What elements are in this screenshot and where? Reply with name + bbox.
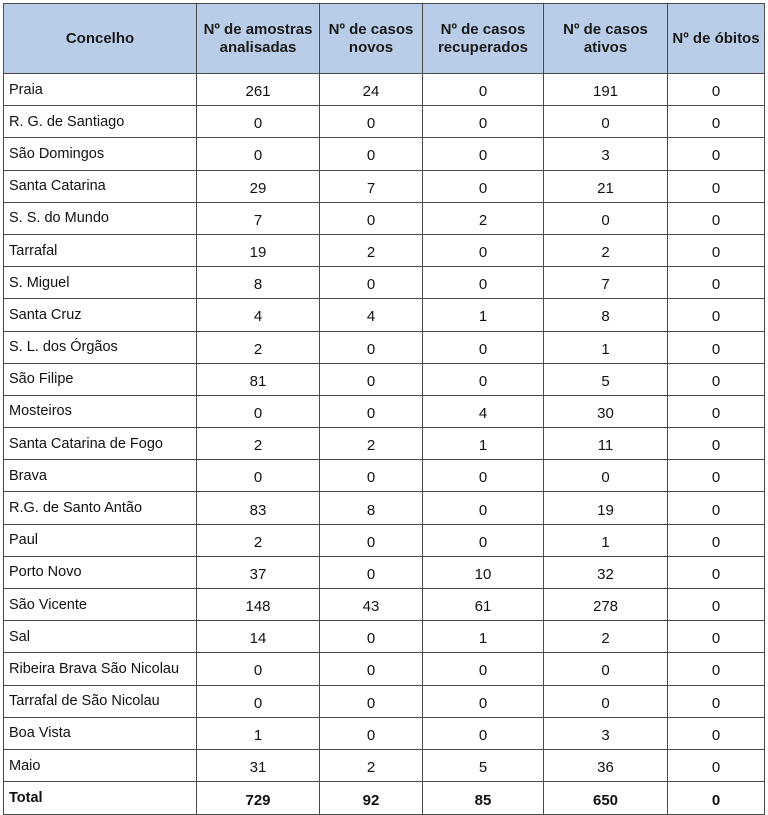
cell-casos-ativos: 5 bbox=[544, 363, 668, 395]
cell-casos-novos: 0 bbox=[320, 685, 423, 717]
table-row bbox=[4, 589, 765, 621]
cell-amostras: 81 bbox=[197, 363, 320, 395]
table-body bbox=[4, 74, 765, 815]
table-row bbox=[4, 363, 765, 395]
cell-casos-ativos: 3 bbox=[544, 717, 668, 749]
cell-amostras: 83 bbox=[197, 492, 320, 524]
cell-obitos: 0 bbox=[668, 299, 765, 331]
table-row bbox=[4, 556, 765, 588]
cell-casos-recuperados: 0 bbox=[423, 267, 544, 299]
cell-casos-recuperados: 0 bbox=[423, 74, 544, 106]
cell-casos-novos: 2 bbox=[320, 428, 423, 460]
cell-amostras: 1 bbox=[197, 717, 320, 749]
table-row bbox=[4, 170, 765, 202]
total-amostras: 729 bbox=[197, 782, 320, 815]
cell-amostras: 0 bbox=[197, 460, 320, 492]
cell-amostras: 0 bbox=[197, 653, 320, 685]
table-row bbox=[4, 460, 765, 492]
cell-casos-ativos: 0 bbox=[544, 202, 668, 234]
table-row bbox=[4, 492, 765, 524]
cell-obitos: 0 bbox=[668, 74, 765, 106]
cell-casos-novos: 4 bbox=[320, 299, 423, 331]
cell-obitos: 0 bbox=[668, 653, 765, 685]
table-row bbox=[4, 202, 765, 234]
cell-obitos: 0 bbox=[668, 685, 765, 717]
cell-casos-recuperados: 2 bbox=[423, 202, 544, 234]
cell-casos-recuperados: 0 bbox=[423, 685, 544, 717]
cell-casos-recuperados: 1 bbox=[423, 428, 544, 460]
cell-casos-novos: 0 bbox=[320, 331, 423, 363]
cell-concelho: Santa Catarina bbox=[4, 170, 197, 202]
cell-amostras: 0 bbox=[197, 138, 320, 170]
total-casos-recuperados: 85 bbox=[423, 782, 544, 815]
cell-casos-recuperados: 0 bbox=[423, 106, 544, 138]
cell-amostras: 0 bbox=[197, 685, 320, 717]
cell-casos-recuperados: 0 bbox=[423, 717, 544, 749]
cell-obitos: 0 bbox=[668, 202, 765, 234]
cell-casos-ativos: 30 bbox=[544, 395, 668, 427]
table-row bbox=[4, 234, 765, 266]
table-row bbox=[4, 74, 765, 106]
cell-concelho: Tarrafal bbox=[4, 234, 197, 266]
header-row bbox=[4, 4, 765, 74]
cell-casos-ativos: 0 bbox=[544, 106, 668, 138]
cell-obitos: 0 bbox=[668, 621, 765, 653]
cell-concelho: Ribeira Brava São Nicolau bbox=[4, 653, 197, 685]
cell-obitos: 0 bbox=[668, 234, 765, 266]
cell-obitos: 0 bbox=[668, 428, 765, 460]
cell-casos-recuperados: 4 bbox=[423, 395, 544, 427]
table-row bbox=[4, 106, 765, 138]
cell-casos-ativos: 0 bbox=[544, 653, 668, 685]
cell-casos-novos: 8 bbox=[320, 492, 423, 524]
cell-obitos: 0 bbox=[668, 524, 765, 556]
cell-casos-novos: 43 bbox=[320, 589, 423, 621]
table-row bbox=[4, 685, 765, 717]
cell-casos-recuperados: 0 bbox=[423, 492, 544, 524]
cell-casos-recuperados: 1 bbox=[423, 299, 544, 331]
cell-obitos: 0 bbox=[668, 460, 765, 492]
cell-obitos: 0 bbox=[668, 589, 765, 621]
cell-amostras: 29 bbox=[197, 170, 320, 202]
cell-casos-ativos: 278 bbox=[544, 589, 668, 621]
cell-amostras: 2 bbox=[197, 331, 320, 363]
total-label: Total bbox=[4, 782, 197, 815]
cell-concelho: Maio bbox=[4, 749, 197, 781]
cell-concelho: São Domingos bbox=[4, 138, 197, 170]
table-row bbox=[4, 524, 765, 556]
header-obitos: Nº de óbitos bbox=[668, 4, 765, 74]
cell-amostras: 2 bbox=[197, 524, 320, 556]
cell-casos-ativos: 1 bbox=[544, 524, 668, 556]
cell-casos-novos: 0 bbox=[320, 106, 423, 138]
cell-casos-novos: 0 bbox=[320, 267, 423, 299]
table-row bbox=[4, 621, 765, 653]
cell-casos-recuperados: 5 bbox=[423, 749, 544, 781]
cell-amostras: 4 bbox=[197, 299, 320, 331]
cell-casos-novos: 0 bbox=[320, 202, 423, 234]
total-row bbox=[4, 782, 765, 815]
cell-amostras: 19 bbox=[197, 234, 320, 266]
cell-casos-novos: 0 bbox=[320, 524, 423, 556]
header-amostras: Nº de amostras analisadas bbox=[197, 4, 320, 74]
cell-casos-novos: 0 bbox=[320, 363, 423, 395]
cell-concelho: Santa Cruz bbox=[4, 299, 197, 331]
cell-casos-novos: 0 bbox=[320, 556, 423, 588]
cell-casos-ativos: 36 bbox=[544, 749, 668, 781]
cell-concelho: Porto Novo bbox=[4, 556, 197, 588]
cell-amostras: 2 bbox=[197, 428, 320, 460]
cell-concelho: Boa Vista bbox=[4, 717, 197, 749]
cell-concelho: São Vicente bbox=[4, 589, 197, 621]
cell-casos-novos: 7 bbox=[320, 170, 423, 202]
cell-casos-recuperados: 0 bbox=[423, 460, 544, 492]
cell-obitos: 0 bbox=[668, 138, 765, 170]
cell-casos-recuperados: 61 bbox=[423, 589, 544, 621]
table-row bbox=[4, 717, 765, 749]
cell-obitos: 0 bbox=[668, 395, 765, 427]
total-casos-ativos: 650 bbox=[544, 782, 668, 815]
header-casos-novos: Nº de casos novos bbox=[320, 4, 423, 74]
cell-casos-ativos: 32 bbox=[544, 556, 668, 588]
cell-casos-recuperados: 0 bbox=[423, 524, 544, 556]
total-obitos: 0 bbox=[668, 782, 765, 815]
cell-casos-ativos: 0 bbox=[544, 685, 668, 717]
cell-concelho: Tarrafal de São Nicolau bbox=[4, 685, 197, 717]
cell-casos-ativos: 191 bbox=[544, 74, 668, 106]
cell-amostras: 0 bbox=[197, 106, 320, 138]
cell-casos-novos: 2 bbox=[320, 234, 423, 266]
cell-casos-novos: 0 bbox=[320, 460, 423, 492]
cell-casos-recuperados: 0 bbox=[423, 170, 544, 202]
cell-concelho: S. S. do Mundo bbox=[4, 202, 197, 234]
table-row bbox=[4, 331, 765, 363]
cell-amostras: 261 bbox=[197, 74, 320, 106]
cell-amostras: 14 bbox=[197, 621, 320, 653]
cell-amostras: 31 bbox=[197, 749, 320, 781]
cell-casos-ativos: 2 bbox=[544, 621, 668, 653]
table-row bbox=[4, 653, 765, 685]
header-casos-recuperados: Nº de casos recuperados bbox=[423, 4, 544, 74]
cell-obitos: 0 bbox=[668, 363, 765, 395]
cell-casos-ativos: 11 bbox=[544, 428, 668, 460]
cell-obitos: 0 bbox=[668, 267, 765, 299]
table-row bbox=[4, 299, 765, 331]
cell-obitos: 0 bbox=[668, 492, 765, 524]
cell-casos-novos: 2 bbox=[320, 749, 423, 781]
table-row bbox=[4, 138, 765, 170]
cell-casos-novos: 0 bbox=[320, 621, 423, 653]
cell-concelho: Paul bbox=[4, 524, 197, 556]
cell-casos-recuperados: 0 bbox=[423, 363, 544, 395]
cell-obitos: 0 bbox=[668, 106, 765, 138]
cell-concelho: R.G. de Santo Antão bbox=[4, 492, 197, 524]
cell-casos-recuperados: 0 bbox=[423, 331, 544, 363]
cell-concelho: Mosteiros bbox=[4, 395, 197, 427]
cell-concelho: Santa Catarina de Fogo bbox=[4, 428, 197, 460]
table-row bbox=[4, 395, 765, 427]
cell-concelho: Sal bbox=[4, 621, 197, 653]
cell-concelho: R. G. de Santiago bbox=[4, 106, 197, 138]
total-casos-novos: 92 bbox=[320, 782, 423, 815]
cell-casos-novos: 0 bbox=[320, 653, 423, 685]
cell-casos-ativos: 1 bbox=[544, 331, 668, 363]
cell-concelho: S. Miguel bbox=[4, 267, 197, 299]
cell-casos-recuperados: 0 bbox=[423, 653, 544, 685]
cell-casos-novos: 0 bbox=[320, 395, 423, 427]
cell-amostras: 37 bbox=[197, 556, 320, 588]
cell-obitos: 0 bbox=[668, 170, 765, 202]
cell-obitos: 0 bbox=[668, 331, 765, 363]
cell-amostras: 0 bbox=[197, 395, 320, 427]
cell-casos-ativos: 21 bbox=[544, 170, 668, 202]
header-casos-ativos: Nº de casos ativos bbox=[544, 4, 668, 74]
cell-casos-ativos: 2 bbox=[544, 234, 668, 266]
cell-amostras: 8 bbox=[197, 267, 320, 299]
cell-casos-novos: 24 bbox=[320, 74, 423, 106]
cell-casos-ativos: 19 bbox=[544, 492, 668, 524]
cell-concelho: S. L. dos Órgãos bbox=[4, 331, 197, 363]
cell-amostras: 148 bbox=[197, 589, 320, 621]
covid-cases-table bbox=[3, 3, 765, 815]
table-row bbox=[4, 267, 765, 299]
cell-obitos: 0 bbox=[668, 749, 765, 781]
cell-casos-recuperados: 0 bbox=[423, 138, 544, 170]
cell-casos-recuperados: 10 bbox=[423, 556, 544, 588]
cell-casos-ativos: 7 bbox=[544, 267, 668, 299]
cell-casos-ativos: 0 bbox=[544, 460, 668, 492]
cell-concelho: Praia bbox=[4, 74, 197, 106]
cell-obitos: 0 bbox=[668, 556, 765, 588]
cell-concelho: São Filipe bbox=[4, 363, 197, 395]
cell-casos-ativos: 8 bbox=[544, 299, 668, 331]
header-concelho: Concelho bbox=[4, 4, 197, 74]
cell-obitos: 0 bbox=[668, 717, 765, 749]
cell-amostras: 7 bbox=[197, 202, 320, 234]
cell-casos-ativos: 3 bbox=[544, 138, 668, 170]
cell-casos-novos: 0 bbox=[320, 717, 423, 749]
table-row bbox=[4, 428, 765, 460]
cell-casos-recuperados: 1 bbox=[423, 621, 544, 653]
cell-concelho: Brava bbox=[4, 460, 197, 492]
cell-casos-recuperados: 0 bbox=[423, 234, 544, 266]
table-row bbox=[4, 749, 765, 781]
cell-casos-novos: 0 bbox=[320, 138, 423, 170]
